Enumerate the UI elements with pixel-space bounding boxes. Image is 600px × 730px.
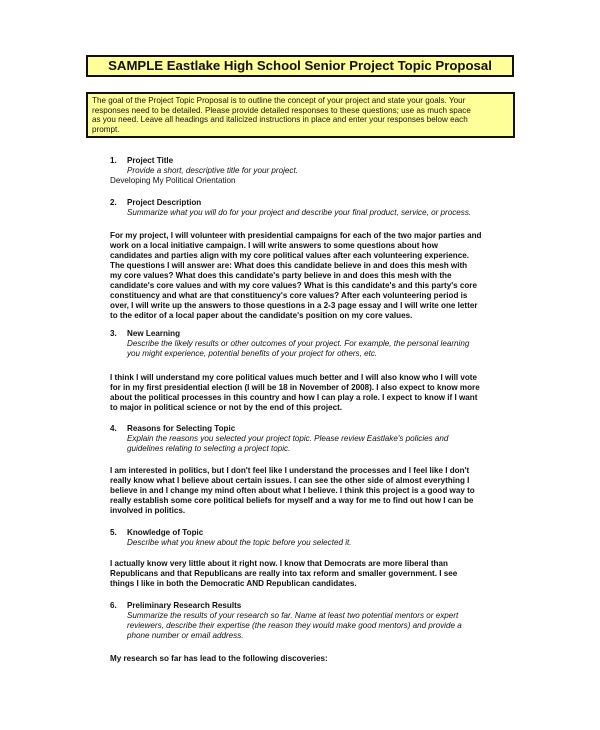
section-4-heading-block bbox=[110, 424, 510, 454]
section-number: 2. bbox=[110, 198, 117, 207]
answer-line: to the editor of a local paper about the candidate's position on my core values. bbox=[110, 311, 413, 320]
intro-line: responses need to be detailed. Please provide detailed responses to these questions; use as much space bbox=[92, 105, 471, 115]
section-number: 5. bbox=[110, 528, 117, 537]
intro-box bbox=[86, 92, 515, 138]
section-title: Preliminary Research Results bbox=[127, 601, 242, 610]
answer-line: For my project, I will volunteer with presidential campaigns for each of the two major parties and bbox=[110, 231, 482, 240]
section-number: 4. bbox=[110, 424, 117, 433]
answer-line: I think I will understand my core political values much better and I will also know who I will vote bbox=[110, 373, 477, 382]
answer-line: to major in political science or not by the end of this project. bbox=[110, 403, 343, 412]
section-title: Reasons for Selecting Topic bbox=[127, 424, 236, 433]
section-instructions: Summarize the results of your research so far. Name at least two potential mentors or expert bbox=[127, 611, 459, 620]
section-title: Project Title bbox=[127, 156, 174, 165]
answer-line: things I like in both the Democratic AND Republican candidates. bbox=[110, 579, 357, 588]
section-number: 3. bbox=[110, 329, 117, 338]
answer-line: I actually know very little about it right now. I know that Democrats are more liberal than bbox=[110, 559, 448, 568]
section-instructions: Explain the reasons you selected your project topic. Please review Eastlake's policies and bbox=[127, 434, 449, 443]
intro-line: The goal of the Project Topic Proposal is to outline the concept of your project and state your goals. Your bbox=[92, 96, 466, 105]
answer-line: over, I will write up the answers to those questions in a 2-3 page essay and I will write one letter bbox=[110, 301, 478, 310]
answer-line: my core values? What does this candidate's party believe in and does this mesh with the bbox=[110, 271, 452, 280]
answer-line: The questions I will answer are: What does this candidate believe in and does this mesh with bbox=[110, 261, 468, 270]
answer-line: for in my first presidential election (I will be 18 in November of 2008). I also expect to know more bbox=[110, 383, 480, 392]
section-heading bbox=[110, 424, 510, 434]
section-heading bbox=[110, 601, 510, 611]
section-heading bbox=[110, 528, 510, 538]
answer-line: My research so far has lead to the following discoveries: bbox=[110, 654, 328, 663]
section-6-heading-block bbox=[110, 601, 510, 641]
section-instructions: phone number or email address. bbox=[127, 631, 244, 640]
section-title: Knowledge of Topic bbox=[127, 528, 204, 537]
answer-line: believe in and I change my mind often about what I believe. I think this project is a good way to bbox=[110, 486, 475, 495]
section-1-heading-block bbox=[110, 156, 510, 176]
section-6-answer bbox=[110, 654, 510, 664]
answer-line: Republicans and that Republicans are really into tax reform and smaller government. I see bbox=[110, 569, 458, 578]
answer-line: about the political processes in this country and how I can play a role. I expect to know if I want bbox=[110, 393, 478, 402]
section-instructions: Describe the likely results or other outcomes of your project. For example, the personal learning bbox=[127, 339, 470, 348]
section-heading bbox=[110, 156, 510, 166]
intro-line: prompt. bbox=[92, 124, 120, 134]
section-5-answer bbox=[110, 559, 510, 589]
section-instructions: you might experience, potential benefits of your project for others, etc. bbox=[127, 349, 378, 358]
section-4-answer bbox=[110, 466, 510, 516]
answer-line: really know what I believe about certain issues. I can see the other side of almost everything I bbox=[110, 476, 470, 485]
answer-line: candidates and parties align with my core political values after each volunteering experience. bbox=[110, 251, 469, 260]
intro-line: as you need. Leave all headings and italicized instructions in place and enter your responses below each bbox=[92, 115, 468, 125]
section-instructions: Summarize what you will do for your project and describe your final product, service, or process. bbox=[127, 208, 472, 217]
section-instructions: reviewers, describe their expertise (the reason they would make good mentors) and provide a bbox=[127, 621, 462, 630]
section-number: 6. bbox=[110, 601, 117, 610]
section-heading bbox=[110, 198, 510, 208]
section-instructions: Provide a short, descriptive title for your project. bbox=[127, 166, 298, 175]
section-2-heading-block bbox=[110, 198, 510, 218]
section-instructions: guidelines relating to selecting a project topic. bbox=[127, 444, 291, 453]
section-heading bbox=[110, 329, 510, 339]
answer-line: I am interested in politics, but I don't feel like I understand the processes and I feel like I don't bbox=[110, 466, 470, 475]
answer-line: work on a local initiative campaign. I will write answers to some questions about how bbox=[110, 241, 438, 250]
section-number: 1. bbox=[110, 156, 117, 165]
answer-line: Developing My Political Orientation bbox=[110, 176, 236, 185]
section-3-heading-block bbox=[110, 329, 510, 359]
section-1-answer bbox=[110, 176, 510, 186]
section-instructions: Describe what you knew about the topic before you selected it. bbox=[127, 538, 352, 547]
answer-line: candidate's core values and with my core values? What is this candidate's and this party's core bbox=[110, 281, 477, 290]
document-title: SAMPLE Eastlake High School Senior Project Topic Proposal bbox=[86, 55, 514, 77]
section-3-answer bbox=[110, 373, 510, 413]
section-title: New Learning bbox=[127, 329, 181, 338]
answer-line: really establish some core political beliefs for myself and a way for me to find out how I can be bbox=[110, 496, 474, 505]
section-5-heading-block bbox=[110, 528, 510, 548]
answer-line: involved in politics. bbox=[110, 506, 186, 515]
section-2-answer bbox=[110, 231, 510, 321]
section-title: Project Description bbox=[127, 198, 202, 207]
answer-line: constituency and what are that constituency's core values? After each volunteering period is bbox=[110, 291, 468, 300]
